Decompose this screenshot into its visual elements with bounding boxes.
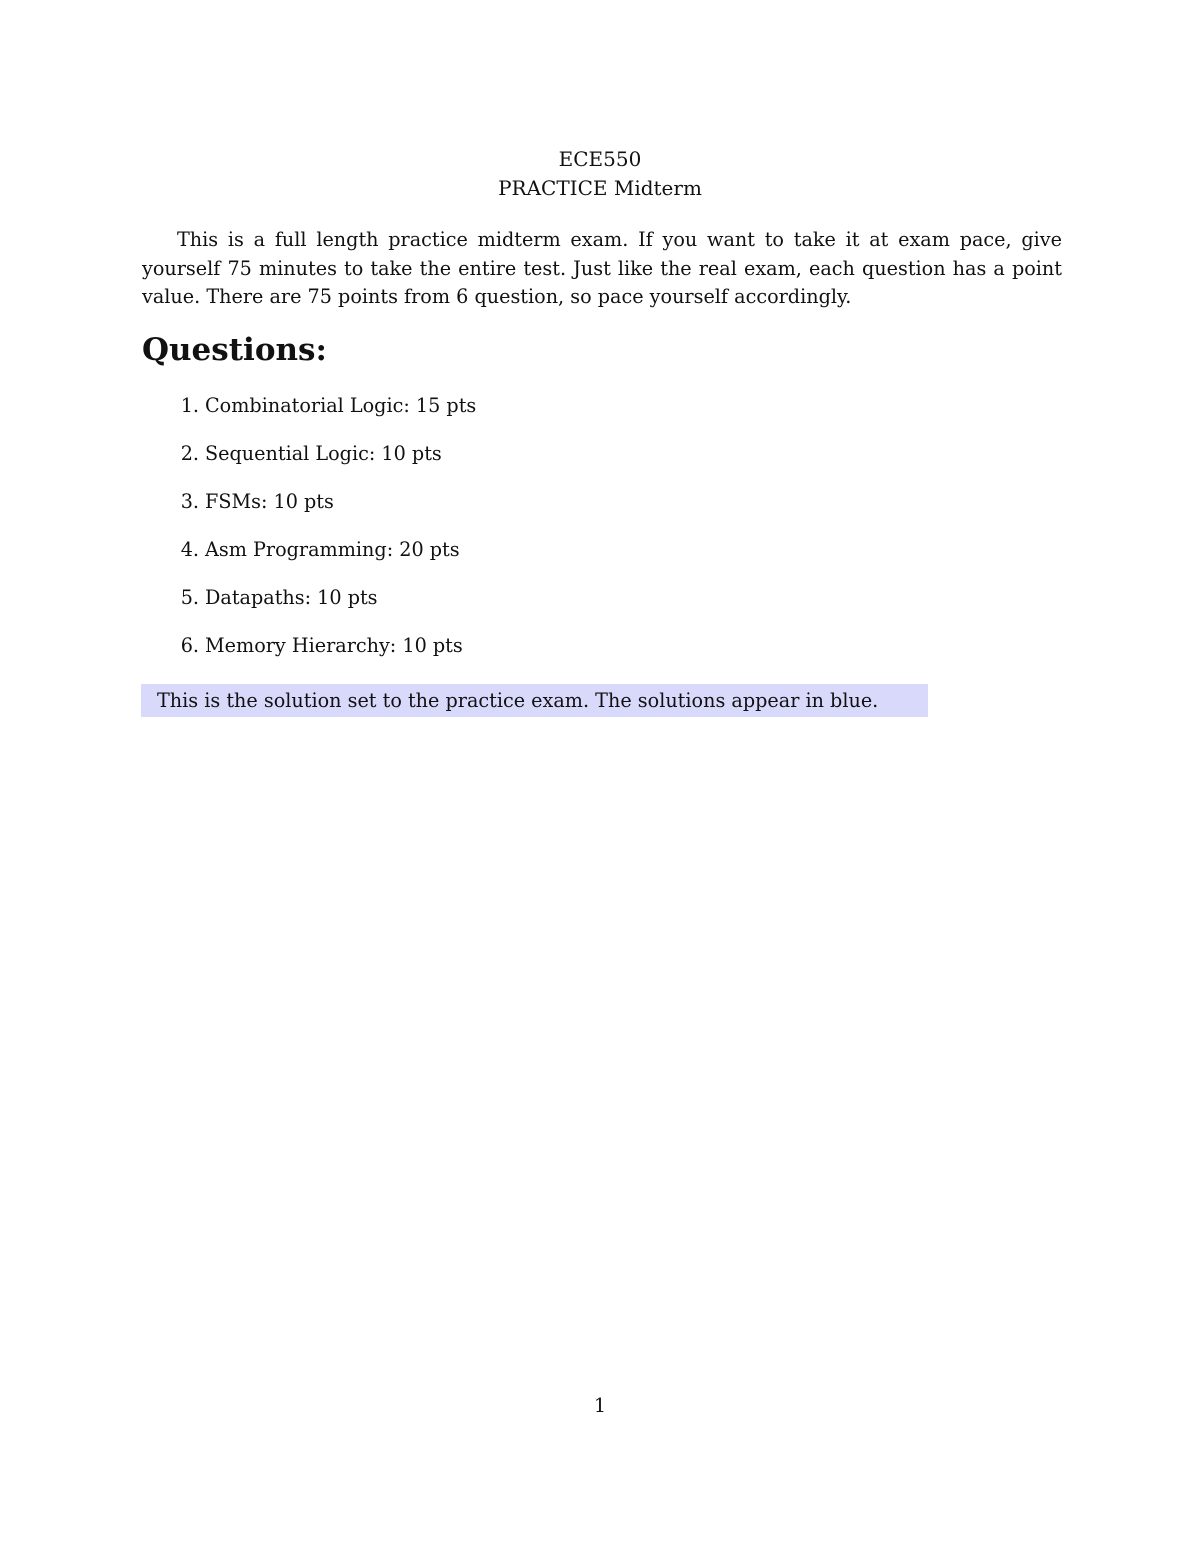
question-number: 2. [180,442,199,465]
question-item [142,583,476,631]
question-item [142,391,476,439]
question-number: 4. [180,538,199,561]
question-label: Asm Programming: 20 pts [205,538,460,561]
intro-paragraph: This is a full length practice midterm exam. If you want to take it at exam pace, give yourself 75 minutes to take the entire test. Just like the real exam, each question has a point value. There are 75 points from 6 question, so pace yourself accordingly. [142,228,1062,308]
course-title: ECE550 [558,147,642,171]
question-number: 3. [180,490,199,513]
page-number: 1 [593,1394,607,1417]
question-label: Datapaths: 10 pts [205,586,378,609]
question-item [142,439,476,487]
question-item [142,487,476,535]
question-list [142,391,476,679]
question-item [142,535,476,583]
question-label: Memory Hierarchy: 10 pts [205,634,463,657]
question-item [142,631,476,679]
question-label: Sequential Logic: 10 pts [205,442,442,465]
questions-heading: Questions: [142,332,327,368]
question-label: Combinatorial Logic: 15 pts [205,394,477,417]
question-number: 5. [180,586,199,609]
question-label: FSMs: 10 pts [205,490,334,513]
solution-note-banner: This is the solution set to the practice exam. The solutions appear in blue. [141,684,928,717]
question-number: 6. [180,634,199,657]
question-number: 1. [180,394,199,417]
exam-title: PRACTICE Midterm [498,176,702,200]
